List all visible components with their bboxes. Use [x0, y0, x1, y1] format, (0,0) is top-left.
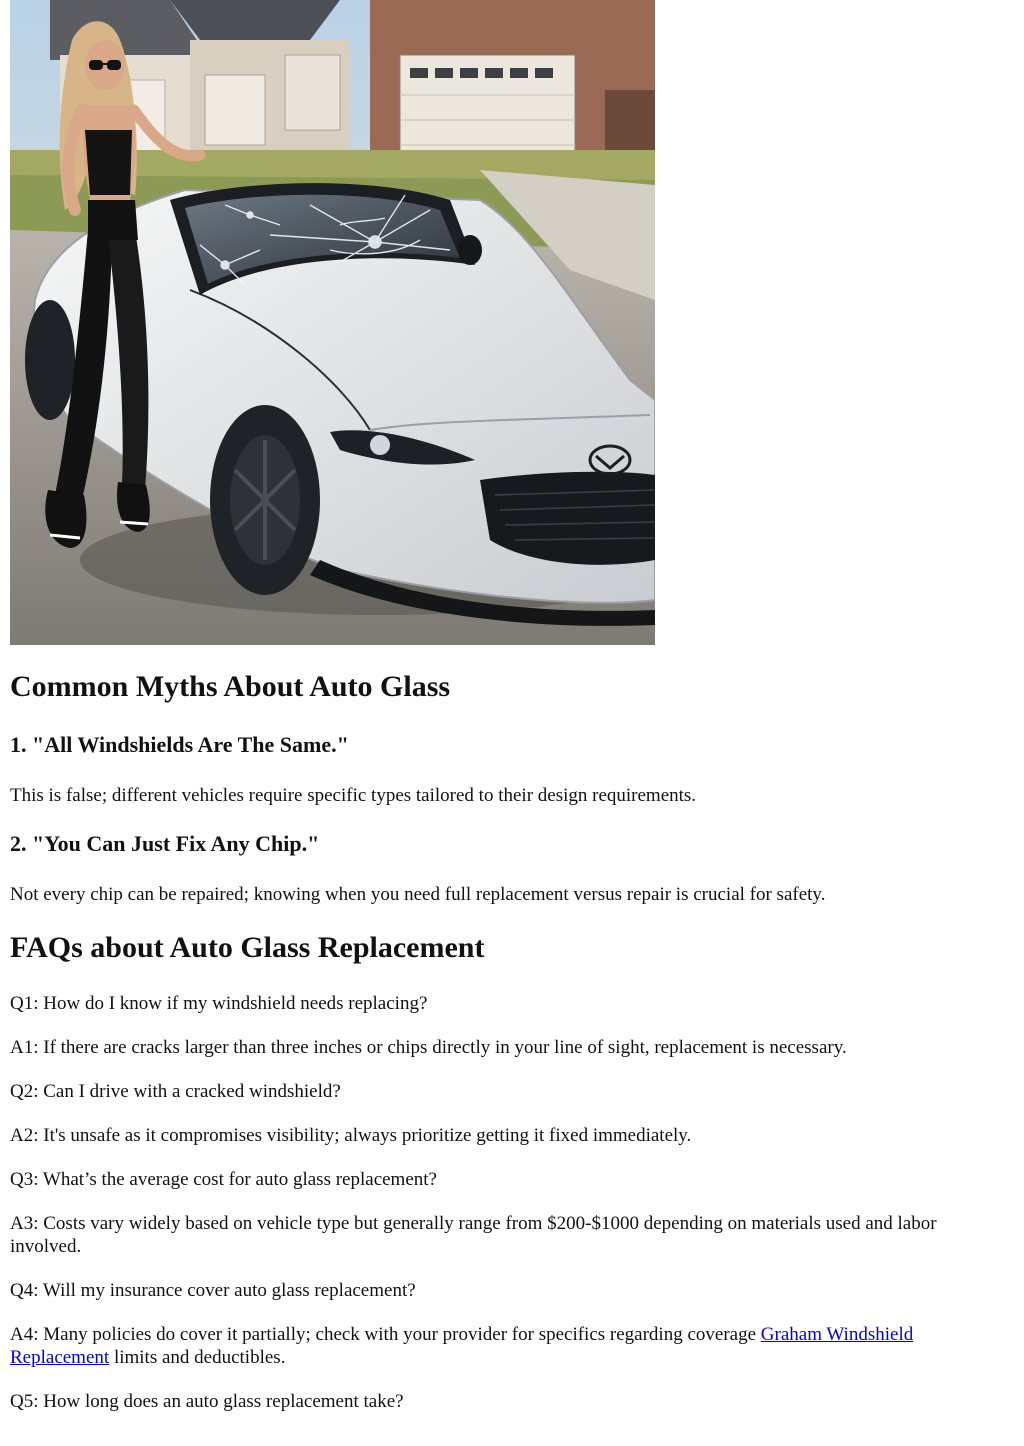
myth-1-body: This is false; different vehicles require specific types tailored to their design requirements. [10, 785, 697, 806]
faq-a2: A2: It's unsafe as it compromises visibility; always prioritize getting it fixed immediately. [10, 1125, 692, 1146]
myth-2-body: Not every chip can be repaired; knowing when you need full replacement versus repair is crucial for safety. [10, 884, 826, 905]
myth-1-heading: 1. "All Windshields Are The Same." [10, 732, 349, 757]
car-windshield-photo-icon [10, 0, 655, 645]
faq-a3: A3: Costs vary widely based on vehicle type but generally range from $200-$1000 depending on materials used and labor involved. [10, 1213, 937, 1257]
myths-heading: Common Myths About Auto Glass [10, 670, 451, 703]
article-page [10, 0, 1002, 1412]
faq-q2: Q2: Can I drive with a cracked windshield? [10, 1081, 341, 1102]
hero-photo [10, 0, 655, 645]
graham-windshield-replacement-link[interactable]: Graham Windshield Replacement [10, 1324, 914, 1368]
faq-a4-text-after: limits and deductibles. [109, 1347, 286, 1368]
faq-a1: A1: If there are cracks larger than three inches or chips directly in your line of sight, replacement is necessary. [10, 1037, 847, 1058]
faq-heading: FAQs about Auto Glass Replacement [10, 931, 485, 964]
faq-q5: Q5: How long does an auto glass replacement take? [10, 1391, 404, 1412]
faq-a4 [10, 1323, 1002, 1369]
faq-q3: Q3: What’s the average cost for auto glass replacement? [10, 1169, 437, 1190]
faq-q1: Q1: How do I know if my windshield needs replacing? [10, 993, 428, 1014]
myth-2-heading: 2. "You Can Just Fix Any Chip." [10, 831, 320, 856]
faq-q4: Q4: Will my insurance cover auto glass replacement? [10, 1280, 416, 1301]
faq-a4-text-before: A4: Many policies do cover it partially; check with your provider for specifics regarding coverage [10, 1324, 761, 1345]
